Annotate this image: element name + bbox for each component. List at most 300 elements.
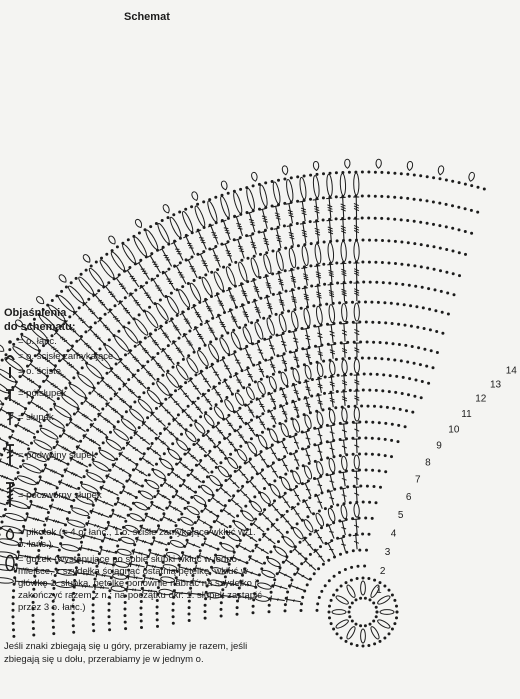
chain-stitch: [322, 219, 325, 222]
stitch-bar: [283, 414, 287, 415]
row-number: 9: [436, 440, 442, 452]
stitch-bar: [142, 349, 146, 350]
stitch-bar: [291, 281, 296, 282]
row-number: 12: [475, 393, 487, 405]
stitch-top: [303, 381, 309, 382]
stitch-bar: [238, 246, 243, 247]
chain-stitch: [348, 261, 351, 264]
chain-stitch: [283, 202, 286, 205]
chain-stitch: [228, 263, 231, 266]
stitch-bar: [39, 506, 40, 508]
stitch-bar: [294, 407, 299, 408]
chain-stitch: [377, 301, 380, 304]
bobble-stitch: [341, 241, 347, 261]
chain-stitch: [241, 485, 244, 488]
chain-stitch: [94, 321, 97, 324]
chain-stitch: [374, 261, 377, 264]
chain-stitch: [238, 326, 241, 329]
stitch-bar: [214, 258, 218, 259]
chain-stitch: [352, 453, 355, 456]
picot: [438, 165, 445, 175]
stitch-post: [319, 395, 322, 409]
bobble-stitch: [303, 465, 313, 480]
chain-stitch: [323, 241, 326, 244]
bobble-stitch: [39, 427, 59, 441]
chain-stitch: [390, 302, 393, 305]
bobble-stitch: [4, 512, 25, 522]
stitch-bar: [294, 442, 298, 443]
chain-stitch: [400, 218, 403, 221]
chain-stitch: [432, 223, 435, 226]
chain-stitch: [32, 634, 35, 637]
stitch-post: [259, 399, 265, 412]
bobble-stitch: [225, 266, 237, 287]
stitch-bar: [236, 223, 241, 224]
chain-stitch: [409, 304, 412, 307]
chain-stitch: [413, 198, 416, 201]
chain-stitch: [133, 401, 136, 404]
chain-stitch: [322, 172, 325, 175]
chain-stitch: [140, 626, 143, 629]
chain-stitch: [396, 303, 399, 306]
legend-title-line1: Objaśnienia: [4, 307, 67, 319]
chain-stitch: [90, 265, 93, 268]
chain-stitch: [359, 485, 362, 488]
chain-stitch: [419, 221, 422, 224]
chain-stitch: [253, 255, 256, 258]
row-numbers: [376, 262, 520, 597]
bobble-stitch: [262, 254, 272, 275]
chain-stitch: [284, 247, 287, 250]
stitch-post: [146, 516, 159, 522]
chain-stitch: [421, 380, 424, 383]
chain-stitch: [369, 373, 372, 376]
stitch-top: [300, 223, 306, 224]
chain-stitch: [290, 579, 293, 582]
chain-stitch: [358, 301, 361, 304]
chain-stitch: [86, 469, 89, 472]
chain-stitch: [149, 225, 152, 228]
stitch-bar: [280, 586, 281, 588]
stitch-bar: [253, 486, 257, 487]
stitch-bar: [107, 329, 111, 330]
chain-stitch: [405, 409, 408, 412]
bobble-stitch: [258, 184, 268, 207]
chain-stitch: [127, 378, 130, 381]
chain-stitch: [393, 218, 396, 221]
stitch-bar: [282, 360, 287, 361]
stitch-bar: [197, 409, 201, 410]
chain-stitch: [284, 420, 287, 423]
legend-item-picot: [18, 527, 263, 551]
chain-stitch: [12, 609, 15, 612]
chain-stitch: [284, 369, 287, 372]
chain-stitch: [124, 520, 127, 523]
stitch-bar: [291, 297, 296, 298]
page-title: Schemat: [124, 11, 170, 23]
stitch-bar: [225, 230, 230, 231]
chain-stitch: [393, 196, 396, 199]
chain-stitch: [339, 454, 342, 457]
chain-stitch: [320, 458, 323, 461]
chain-stitch: [172, 622, 175, 625]
stitch-bar: [305, 403, 310, 404]
chain-stitch: [92, 616, 95, 619]
chain-stitch: [19, 465, 22, 468]
chain-stitch: [387, 239, 390, 242]
picot: [82, 253, 92, 263]
chain-stitch: [273, 425, 276, 428]
bobble-stitch: [312, 175, 320, 197]
stitch-bar: [237, 226, 242, 227]
chain-stitch: [337, 374, 340, 377]
picot: [107, 235, 116, 245]
chain-stitch: [458, 228, 461, 231]
stitch-post: [344, 344, 345, 358]
bobble-stitch: [212, 271, 225, 291]
chain-stitch: [53, 403, 56, 406]
stitch-post: [227, 438, 236, 449]
bobble-stitch: [328, 304, 335, 322]
chain-stitch: [81, 402, 84, 405]
chain-stitch: [239, 445, 242, 448]
chain-stitch: [391, 322, 394, 325]
chain-stitch: [394, 262, 397, 265]
stitch-post: [0, 446, 1, 454]
chain-stitch: [356, 644, 359, 647]
stitch-post: [164, 517, 177, 523]
stitch-bar: [306, 455, 311, 456]
chain-stitch: [413, 264, 416, 267]
chain-stitch: [388, 390, 391, 393]
chain-stitch: [176, 314, 179, 317]
chain-stitch: [390, 455, 393, 458]
chain-stitch: [390, 439, 393, 442]
chain-stitch: [464, 253, 467, 256]
chain-stitch: [200, 510, 203, 513]
chain-stitch: [388, 282, 391, 285]
chain-stitch: [332, 628, 335, 631]
legend-item-quad-treble: [18, 490, 263, 502]
stitch-bar: [270, 399, 274, 400]
chain-stitch: [400, 241, 403, 244]
chain-stitch: [52, 619, 55, 622]
legend-item-bobble: [18, 554, 263, 614]
chain-stitch: [224, 479, 227, 482]
chain-stitch: [426, 199, 429, 202]
picot: [376, 159, 382, 168]
chain-stitch: [367, 644, 370, 647]
chain-stitch: [12, 628, 15, 631]
stitch-bar: [262, 216, 267, 217]
chain-stitch: [227, 192, 230, 195]
chain-stitch: [204, 617, 207, 620]
stitch-bar: [208, 438, 212, 439]
chain-stitch: [396, 611, 399, 614]
stitch-bar: [79, 318, 82, 319]
chain-stitch: [362, 577, 365, 580]
chain-stitch: [413, 395, 416, 398]
stitch-bar: [53, 520, 54, 522]
chain-stitch: [440, 290, 443, 293]
stitch-post: [332, 345, 334, 359]
chain-stitch: [277, 179, 280, 182]
chain-stitch: [383, 585, 386, 588]
stitch-bar: [263, 238, 268, 239]
stitch-top: [291, 351, 297, 353]
chain-stitch: [355, 623, 358, 626]
chain-stitch: [328, 579, 331, 582]
chain-stitch: [293, 308, 296, 311]
chain-stitch: [380, 217, 383, 220]
stitch-bar: [37, 505, 38, 507]
chain-stitch: [365, 549, 368, 552]
chain-stitch: [415, 379, 418, 382]
chain-stitch: [371, 453, 374, 456]
chain-stitch: [12, 615, 15, 618]
stitch-bar: [240, 251, 245, 252]
chain-stitch: [124, 621, 127, 624]
chain-stitch: [406, 173, 409, 176]
chain-stitch: [318, 596, 321, 599]
chain-stitch: [374, 217, 377, 220]
chain-stitch: [12, 602, 15, 605]
chain-stitch: [220, 615, 223, 618]
chain-stitch: [433, 245, 436, 248]
chain-stitch: [130, 436, 133, 439]
chain-stitch: [127, 238, 130, 241]
stitch-top: [274, 228, 280, 229]
chain-stitch: [128, 266, 131, 269]
chain-stitch: [381, 389, 384, 392]
bobble-stitch: [314, 244, 322, 264]
stitch-bar: [165, 410, 168, 411]
stitch-post: [92, 511, 109, 517]
stitch-top: [289, 270, 295, 271]
stitch-bar: [229, 442, 233, 443]
chain-stitch: [284, 603, 287, 606]
stitch-bar: [108, 292, 112, 293]
chain-stitch: [313, 572, 316, 575]
legend-text: = o. ścisłe zamykające: [18, 351, 114, 362]
chain-stitch: [385, 342, 388, 345]
chain-stitch: [250, 437, 253, 440]
chain-stitch: [157, 378, 160, 381]
chain-stitch: [118, 273, 121, 276]
legend-item-half-double: [18, 388, 263, 400]
stitch-bar: [305, 335, 310, 336]
legend-title-line2: do schematu:: [4, 321, 76, 333]
chain-stitch: [458, 251, 461, 254]
stitch-bar: [55, 520, 56, 522]
bobble-stitch: [88, 267, 106, 287]
chain-stitch: [160, 484, 163, 487]
chain-stitch: [361, 171, 364, 174]
bobble-stitch: [145, 479, 160, 491]
bobble-stitch: [168, 216, 182, 238]
chain-stitch: [340, 637, 343, 640]
chain-stitch: [108, 628, 111, 631]
bobble-stitch: [304, 414, 313, 429]
chain-stitch: [299, 541, 302, 544]
bobble-stitch: [268, 428, 279, 443]
chain-stitch: [320, 590, 323, 593]
chain-stitch: [388, 262, 391, 265]
chain-stitch: [306, 515, 309, 518]
stitch-post: [169, 506, 181, 513]
stitch-top: [328, 393, 334, 394]
chain-stitch: [211, 317, 214, 320]
chain-stitch: [210, 471, 213, 474]
stitch-bar: [280, 304, 285, 305]
chain-stitch: [134, 289, 137, 292]
chain-stitch: [391, 594, 394, 597]
chain-stitch: [401, 392, 404, 395]
chain-stitch: [366, 341, 369, 344]
chain-stitch: [204, 273, 207, 276]
chain-stitch: [381, 239, 384, 242]
chain-stitch: [358, 549, 361, 552]
chain-stitch: [114, 304, 117, 307]
chain-stitch: [273, 499, 276, 502]
chain-stitch: [375, 389, 378, 392]
stitch-bar: [306, 338, 311, 339]
chain-stitch: [256, 319, 259, 322]
bobble-stitch: [316, 362, 324, 377]
stitch-bar: [244, 316, 248, 317]
bobble-stitch: [250, 257, 261, 278]
stitch-bar: [98, 300, 102, 301]
stitch-post: [306, 398, 310, 412]
chain-stitch: [269, 550, 272, 553]
chain-stitch: [179, 261, 182, 264]
chain-stitch: [352, 549, 355, 552]
legend-text: = o. łańc.: [18, 336, 57, 347]
stitch-bar: [174, 402, 178, 403]
chain-stitch: [417, 346, 420, 349]
bobble-stitch: [304, 365, 312, 380]
chain-stitch: [439, 177, 442, 180]
bobble-stitch: [267, 557, 282, 568]
bobble-stitch: [261, 569, 276, 579]
chain-stitch: [108, 622, 111, 625]
stitch-post: [294, 352, 298, 366]
chain-stitch: [181, 285, 184, 288]
chain-stitch: [372, 602, 375, 605]
stitch-bar: [318, 435, 323, 436]
chain-stitch: [330, 599, 333, 602]
stitch-bar: [341, 544, 346, 545]
chain-stitch: [170, 292, 173, 295]
stitch-bar: [306, 438, 311, 439]
chain-stitch: [284, 492, 287, 495]
chain-stitch: [105, 436, 108, 439]
stitch-post: [270, 411, 276, 424]
stitch-bar: [126, 312, 130, 313]
stitch-post: [0, 512, 2, 517]
chain-stitch: [433, 268, 436, 271]
chain-stitch: [180, 433, 183, 436]
chain-stitch: [387, 171, 390, 174]
chain-stitch: [383, 301, 386, 304]
chain-stitch: [95, 261, 98, 264]
stitch-bar: [112, 296, 116, 297]
stitch-bar: [199, 447, 202, 448]
chain-stitch: [322, 360, 325, 363]
chain-stitch: [364, 301, 367, 304]
stitch-bar: [275, 213, 280, 214]
stitch-top: [295, 570, 298, 575]
chain-stitch: [328, 611, 331, 614]
chain-stitch: [453, 293, 456, 296]
chain-stitch: [138, 426, 141, 429]
bobble-stitch: [280, 371, 289, 386]
chain-stitch: [327, 559, 330, 562]
chain-stitch: [348, 357, 351, 360]
chain-stitch: [419, 363, 422, 366]
stitch-bar: [294, 359, 299, 360]
chain-stitch: [296, 175, 299, 178]
chain-stitch: [400, 172, 403, 175]
bobble-stitch: [268, 376, 278, 391]
chain-stitch: [379, 486, 382, 489]
chain-stitch: [101, 408, 104, 411]
stitch-top: [327, 220, 333, 221]
chain-stitch: [310, 285, 313, 288]
chain-stitch: [367, 171, 370, 174]
chain-stitch: [349, 281, 352, 284]
bobble-stitch: [285, 179, 294, 202]
stitch-bar: [229, 296, 233, 297]
bobble-stitch: [292, 368, 301, 383]
chain-stitch: [373, 642, 376, 645]
chain-stitch: [322, 563, 325, 566]
stitch-bar: [88, 309, 92, 310]
bobble-stitch: [71, 506, 90, 517]
stitch-bar: [233, 483, 236, 484]
chain-stitch: [289, 351, 292, 354]
bobble-stitch: [345, 584, 356, 599]
chain-stitch: [319, 304, 322, 307]
chain-stitch: [419, 199, 422, 202]
stitch-bar: [238, 228, 243, 229]
stitch-top: [328, 377, 334, 378]
chain-stitch: [347, 405, 350, 408]
stitch-bar: [278, 279, 283, 280]
stitch-bar: [226, 253, 230, 254]
chain-stitch: [477, 186, 480, 189]
stitch-post: [180, 462, 191, 471]
chain-stitch: [445, 271, 448, 274]
bobble-stitch: [328, 458, 336, 473]
chain-stitch: [84, 330, 87, 333]
chain-stitch: [357, 565, 360, 568]
chain-stitch: [245, 234, 248, 237]
chain-stitch: [30, 442, 33, 445]
stitch-bar: [215, 260, 219, 261]
stitch-post: [216, 426, 225, 437]
chain-stitch: [286, 510, 289, 513]
chain-stitch: [387, 358, 390, 361]
bobble-stitch: [272, 182, 282, 205]
chain-stitch: [273, 407, 276, 410]
chain-stitch: [247, 257, 250, 260]
chain-stitch: [350, 579, 353, 582]
stitch-post: [165, 482, 177, 490]
stitch-bar: [341, 528, 346, 529]
chain-stitch: [290, 176, 293, 179]
stitch-post: [282, 355, 286, 368]
